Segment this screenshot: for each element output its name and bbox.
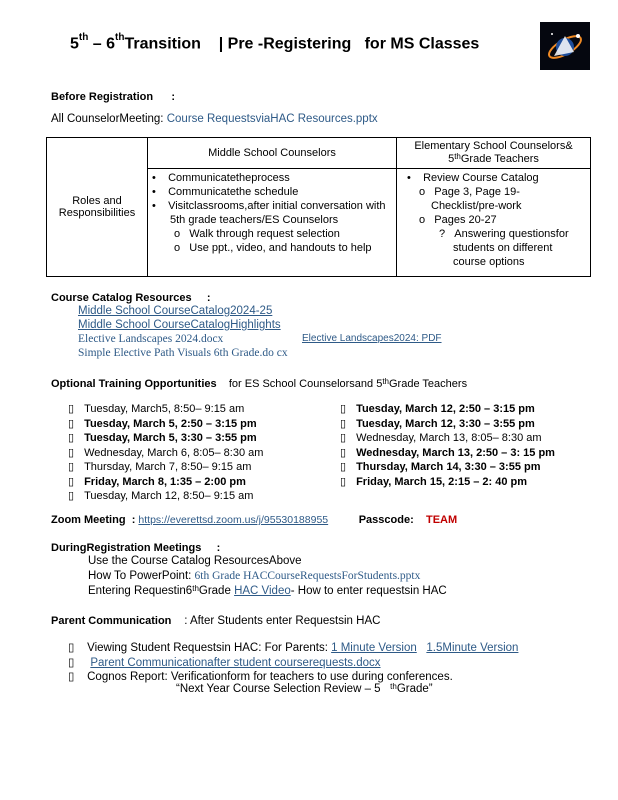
training-date-text: Tuesday, March 12, 8:50– 9:15 am xyxy=(84,490,254,502)
training-date-item xyxy=(340,402,555,417)
square-bullet-icon: ▯ xyxy=(68,446,75,459)
how-to-pptx-link[interactable]: 6th Grade HACCourseRequestsForStudents.pptx xyxy=(194,570,421,582)
training-date-text: Thursday, March 14, 3:30 – 3:55 pm xyxy=(356,461,541,473)
list-item: • Communicatetheprocess xyxy=(152,172,290,184)
list-item: o Page 3, Page 19- Checklist/pre-work xyxy=(419,186,522,212)
parent-item-3-report-name: “Next Year Course Selection Review – 5 $^{th}$Grade” xyxy=(176,682,433,695)
training-date-item xyxy=(68,475,263,490)
training-date-text: Tuesday, March 5, 3:30 – 3:55 pm xyxy=(84,432,257,444)
square-bullet-icon: ▯ xyxy=(68,657,75,669)
training-dates-right xyxy=(340,402,555,489)
ms-catalog-highlights-link[interactable]: Middle School CourseCatalogHighlights xyxy=(78,319,281,331)
training-date-text: Tuesday, March 12, 3:30 – 3:55 pm xyxy=(356,417,535,430)
es-counselor-duties xyxy=(397,169,591,277)
during-line-3: Entering Requestin6thGrade HAC Video- How to enter requestsin HAC xyxy=(88,584,447,597)
before-registration-heading: Before Registration : xyxy=(51,91,176,103)
training-date-text: Wednesday, March 13, 2:50 – 3: 15 pm xyxy=(356,446,555,459)
training-date-item xyxy=(68,417,263,432)
school-logo-icon xyxy=(540,22,590,70)
list-item: • Visitclassrooms,after initial conversation with 5th grade teachers/ES Counselors xyxy=(152,200,386,226)
square-bullet-icon: ▯ xyxy=(340,417,347,430)
square-bullet-icon: ▯ xyxy=(340,461,347,473)
ms-course-catalog-link[interactable]: Middle School CourseCatalog2024-25 xyxy=(78,305,273,317)
elective-landscapes-docx-link[interactable]: Elective Landscapes 2024.docx xyxy=(78,333,224,345)
training-date-text: Wednesday, March 13, 8:05– 8:30 am xyxy=(356,432,542,444)
training-dates-left xyxy=(68,402,263,504)
list-item: • Review Course Catalog xyxy=(407,172,539,184)
training-date-item xyxy=(68,446,263,461)
during-line-1: Use the Course Catalog ResourcesAbove xyxy=(88,555,302,567)
parent-item-2 xyxy=(68,655,381,669)
roles-table xyxy=(46,137,591,277)
list-item: • Communicatethe schedule xyxy=(152,186,299,198)
training-date-text: Tuesday, March 12, 2:50 – 3:15 pm xyxy=(356,403,535,415)
hac-video-link[interactable]: HAC Video xyxy=(234,585,291,597)
training-date-item xyxy=(340,475,555,490)
list-item: ? Answering questionsfor students on different course options xyxy=(439,228,569,268)
one-minute-version-link[interactable]: 1 Minute Version xyxy=(331,642,417,654)
passcode-value: TEAM xyxy=(425,514,458,526)
square-bullet-icon: ▯ xyxy=(340,475,347,488)
during-line-2: How To PowerPoint: 6th Grade HACCourseRequestsForStudents.pptx xyxy=(88,570,421,582)
course-requests-pptx-link[interactable]: Course RequestsviaHAC Resources.pptx xyxy=(166,113,378,125)
training-date-item xyxy=(340,417,555,432)
training-date-item xyxy=(68,460,263,475)
training-date-text: Tuesday, March 5, 2:50 – 3:15 pm xyxy=(84,417,257,430)
training-date-text: Thursday, March 7, 8:50– 9:15 am xyxy=(84,461,252,473)
training-date-item xyxy=(68,402,263,417)
ms-counselors-header: Middle School Counselors xyxy=(148,138,397,169)
list-item: o Use ppt., video, and handouts to help xyxy=(174,242,372,254)
list-item: o Walk through request selection xyxy=(174,228,340,240)
parent-item-1: ▯ Viewing Student Requestsin HAC: For Parents: 1 Minute Version 1.5Minute Version xyxy=(68,642,519,654)
roles-row-header: Roles and Responsibilities xyxy=(47,138,148,277)
list-item: o Pages 20-27 xyxy=(419,214,497,226)
square-bullet-icon: ▯ xyxy=(68,642,75,654)
square-bullet-icon: ▯ xyxy=(68,475,75,488)
square-bullet-icon: ▯ xyxy=(68,671,75,683)
square-bullet-icon: ▯ xyxy=(68,417,75,430)
one-five-minute-version-link[interactable]: 1.5Minute Version xyxy=(426,642,519,654)
training-heading: Optional Training Opportunities for ES School Counselorsand 5thGrade Teachers xyxy=(51,377,468,390)
catalog-heading: Course Catalog Resources : xyxy=(51,292,211,304)
training-date-item xyxy=(340,446,555,461)
square-bullet-icon: ▯ xyxy=(68,461,75,473)
training-date-item xyxy=(340,431,555,446)
square-bullet-icon: ▯ xyxy=(340,432,347,444)
square-bullet-icon: ▯ xyxy=(68,490,75,502)
training-date-text: Friday, March 8, 1:35 – 2:00 pm xyxy=(84,475,246,488)
zoom-meeting-line: Zoom Meeting : https://everettsd.zoom.us/j/95530188955 Passcode: TEAM xyxy=(51,514,458,526)
square-bullet-icon: ▯ xyxy=(68,432,75,444)
parent-communication-heading: Parent Communication : After Students enter Requestsin HAC xyxy=(51,615,381,627)
elective-path-visuals-link[interactable]: Simple Elective Path Visuals 6th Grade.do cx xyxy=(78,347,288,359)
square-bullet-icon: ▯ xyxy=(340,446,347,459)
elective-landscapes-pdf-link[interactable]: Elective Landscapes2024: PDF xyxy=(302,333,442,344)
page-title: 5th – 6thTransition | Pre -Registering for MS Classes xyxy=(70,32,480,53)
square-bullet-icon: ▯ xyxy=(340,403,347,415)
training-date-item xyxy=(68,489,263,504)
square-bullet-icon: ▯ xyxy=(68,403,75,415)
ms-counselor-duties xyxy=(148,169,397,277)
training-date-item xyxy=(340,460,555,475)
parent-communication-docx-link[interactable]: Parent Communicationafter student courserequests.docx xyxy=(90,657,381,669)
during-registration-heading: DuringRegistration Meetings : xyxy=(51,542,221,554)
counselor-meeting-line: All CounselorMeeting: Course RequestsviaHAC Resources.pptx xyxy=(51,113,378,125)
training-date-text: Friday, March 15, 2:15 – 2: 40 pm xyxy=(356,475,528,488)
training-date-item xyxy=(68,431,263,446)
training-date-text: Tuesday, March5, 8:50– 9:15 am xyxy=(84,403,245,415)
parent-item-3: ▯ Cognos Report: Verificationform for teachers to use during conferences. xyxy=(68,671,453,683)
training-date-text: Wednesday, March 6, 8:05– 8:30 am xyxy=(84,446,264,459)
zoom-link[interactable]: https://everettsd.zoom.us/j/95530188955 xyxy=(138,514,329,526)
es-counselors-header: Elementary School Counselors& 5thGrade Teachers xyxy=(397,138,591,169)
